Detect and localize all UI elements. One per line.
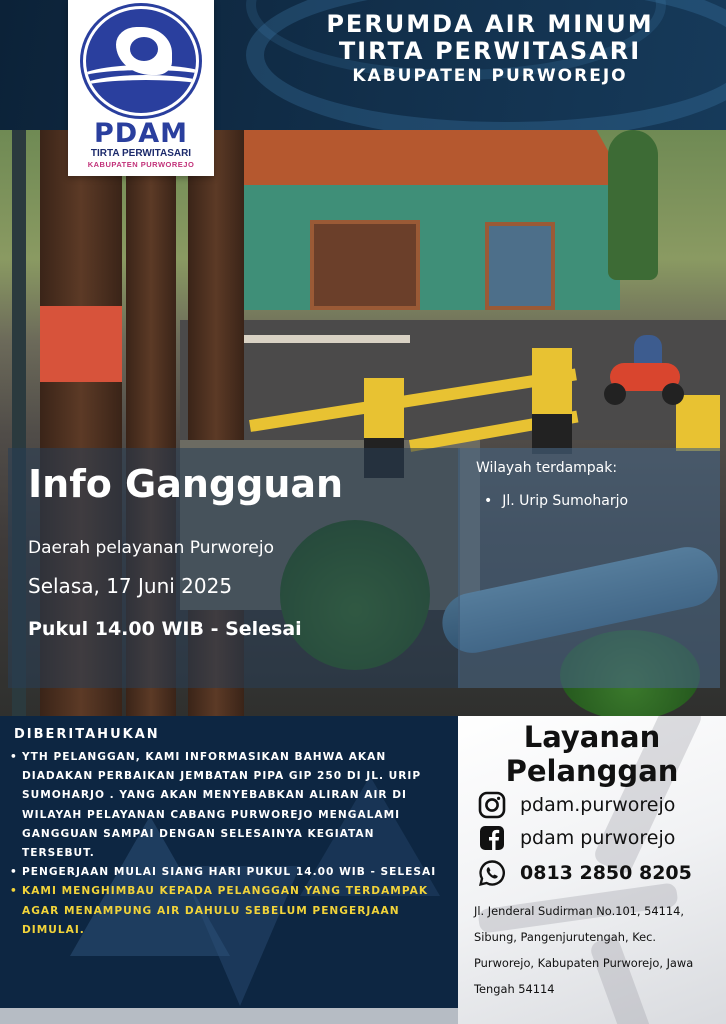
notice-item: • PENGERJAAN MULAI SIANG HARI PUKUL 14.00 WIB - SELESAI (8, 863, 448, 882)
contact-title-line2: Pelanggan (505, 754, 679, 788)
whatsapp-number: 0813 2850 8205 (520, 862, 692, 884)
notice-list (8, 748, 448, 940)
contact-title-line1: Layanan (523, 720, 661, 754)
contact-title (458, 720, 726, 788)
whatsapp-icon (478, 859, 506, 887)
info-title: Info Gangguan (28, 462, 344, 506)
logo-emblem-icon (83, 6, 199, 116)
disruption-time: Pukul 14.00 WIB - Selesai (28, 618, 302, 640)
facebook-icon (478, 824, 506, 852)
whatsapp-contact[interactable] (478, 858, 692, 888)
notice-item: • YTH PELANGGAN, KAMI INFORMASIKAN BAHWA AKAN DIADAKAN PERBAIKAN JEMBATAN PIPA GIP 250 DI JL. URIP SUMOHARJO . YANG AKAN MENYEBABKAN ALIRAN AIR DI WILAYAH PELAYANAN CABANG PURWOREJO MENGALAMI GANGGUAN SAMPAI DENGAN SELESAINYA KEGIATAN TERSEBUT. (8, 748, 448, 863)
instagram-contact[interactable] (478, 790, 675, 820)
affected-area-item: • Jl. Urip Sumoharjo (484, 493, 628, 509)
header-titles (260, 10, 720, 88)
org-region: KABUPATEN PURWOREJO (352, 66, 628, 86)
logo-brand: PDAM (94, 118, 188, 149)
notice-item-highlight: • KAMI MENGHIMBAU KEPADA PELANGGAN YANG TERDAMPAK AGAR MENAMPUNG AIR DAHULU SEBELUM PENGERJAAN DIMULAI. (8, 882, 448, 940)
bottom-strip (0, 1008, 458, 1024)
facebook-handle: pdam purworejo (520, 827, 676, 849)
affected-area-panel (458, 448, 720, 688)
instagram-icon (478, 791, 506, 819)
facebook-contact[interactable] (478, 823, 675, 853)
disruption-date: Selasa, 17 Juni 2025 (28, 574, 233, 598)
instagram-handle: pdam.purworejo (520, 794, 676, 816)
logo-region: KABUPATEN PURWOREJO (87, 160, 195, 169)
notice-heading: DIBERITAHUKAN (14, 727, 160, 742)
office-address: Jl. Jenderal Sudirman No.101, 54114, Sibung, Pangenjurutengah, Kec. Purworejo, Kabupaten Purworejo, Jawa Tengah 54114 (474, 904, 694, 996)
scooter-rider (604, 335, 684, 405)
org-name-line1: PERUMDA AIR MINUM (326, 10, 654, 38)
pdam-logo (68, 0, 214, 176)
service-area: Daerah pelayanan Purworejo (28, 538, 275, 558)
org-name-line2: TIRTA PERWITASARI (338, 37, 642, 65)
affected-area-label: Wilayah terdampak: (476, 460, 618, 476)
logo-company-name: TIRTA PERWITASARI (90, 148, 192, 159)
